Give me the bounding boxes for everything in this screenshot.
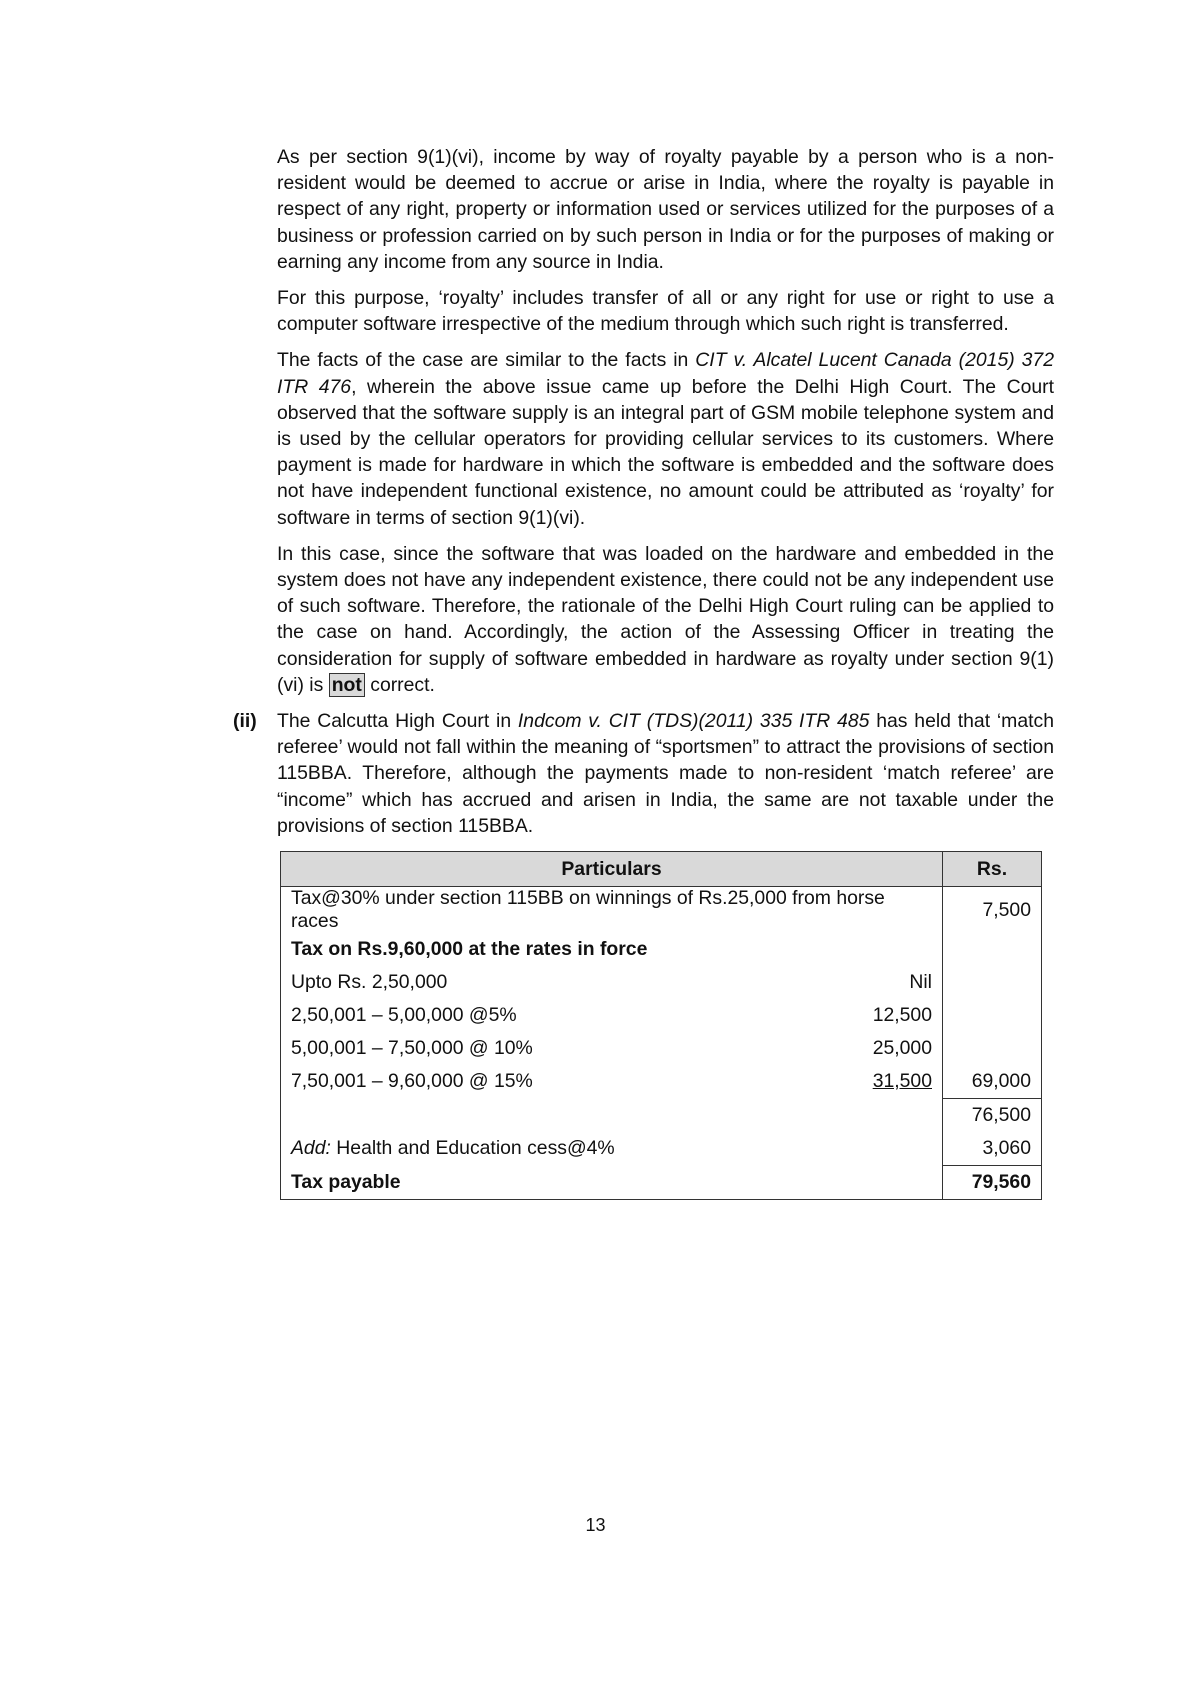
- row-amount: 3,060: [943, 1132, 1042, 1166]
- row-label: Tax@30% under section 115BB on winnings of Rs.25,000 from horse races: [281, 887, 943, 934]
- slab-tax: 31,500: [872, 1070, 932, 1093]
- paragraph-case-facts: [277, 347, 1054, 530]
- row-label: [281, 966, 943, 999]
- table-row: [281, 887, 1042, 934]
- item-marker: (ii): [233, 710, 257, 733]
- header-particulars: Particulars: [281, 852, 943, 887]
- row-amount-empty: [943, 966, 1042, 999]
- table-row-total: [281, 1166, 1042, 1200]
- answer-item-ii: [233, 708, 1054, 839]
- paragraph-royalty-definition: As per section 9(1)(vi), income by way of royalty payable by a person who is a non-resident would be deemed to accrue or arise in India, where the royalty is payable in respect of any right, property or information used or services utilized for the purposes of a business or profession carried on by such person in India or for the purposes of making or earning any income from any source in India.: [277, 146, 1054, 273]
- document-body: [233, 144, 1055, 849]
- row-label: [281, 999, 943, 1032]
- paragraph-conclusion: [277, 541, 1054, 698]
- row-amount: 69,000: [943, 1065, 1042, 1099]
- case-citation-indcom: Indcom v. CIT (TDS)(2011) 335 ITR 485: [517, 710, 870, 733]
- slab-label: Upto Rs. 2,50,000: [291, 971, 448, 993]
- row-label: [281, 1032, 943, 1065]
- row-amount: 7,500: [943, 887, 1042, 934]
- table-row: [281, 1065, 1042, 1099]
- add-label: Add:: [291, 1137, 331, 1160]
- paragraph-match-referee: [277, 708, 1054, 839]
- table-row: [281, 999, 1042, 1032]
- slab-label: 2,50,001 – 5,00,000 @5%: [291, 1004, 517, 1026]
- table-header-row: [281, 852, 1042, 887]
- case-citation-alcatel: CIT v. Alcatel Lucent Canada (2015) 372 ITR 476: [277, 349, 1055, 398]
- total-label: Tax payable: [281, 1166, 943, 1200]
- table-row: [281, 966, 1042, 999]
- table-row: [281, 933, 1042, 966]
- row-label-empty: [281, 1099, 943, 1133]
- slab-tax: 25,000: [872, 1037, 932, 1059]
- row-amount-empty: [943, 999, 1042, 1032]
- item-ii-text-a: The Calcutta High Court in: [277, 710, 518, 733]
- page-number: 13: [585, 1515, 606, 1535]
- row-amount-empty: [943, 933, 1042, 966]
- item-ii-text-b: has held that ‘match referee’ would not fall within the meaning of “sportsmen” to attract the provisions of section 115BBA. Therefore, although the payments made to non-resident ‘match referee’ are “income” which has accrued and arisen in India, the same are not taxable under the provisions of section 115BBA.: [277, 710, 1054, 837]
- slab-tax: Nil: [909, 971, 932, 993]
- row-label: Tax on Rs.9,60,000 at the rates in force: [281, 933, 943, 966]
- row-label: [281, 1065, 943, 1099]
- table-row: [281, 1099, 1042, 1133]
- slab-tax: 12,500: [872, 1004, 932, 1026]
- table-row: [281, 1132, 1042, 1166]
- paragraph-royalty-software: For this purpose, ‘royalty’ includes transfer of all or any right for use or right to use a computer software irrespective of the medium through which such right is transferred.: [277, 287, 1054, 336]
- tax-computation-table: [280, 851, 1042, 1200]
- table-row: [281, 1032, 1042, 1065]
- total-amount: 79,560: [943, 1166, 1042, 1200]
- slab-label: 5,00,001 – 7,50,000 @ 10%: [291, 1037, 533, 1059]
- row-amount: 76,500: [943, 1099, 1042, 1133]
- row-label: [281, 1132, 943, 1166]
- slab-label: 7,50,001 – 9,60,000 @ 15%: [291, 1070, 533, 1093]
- case-facts-text-b: , wherein the above issue came up before the Delhi High Court. The Court observed that the software supply is an integral part of GSM mobile telephone system and is used by the cellular operators for providing cellular services to its customers. Where payment is made for hardware in which the software is embedded and the software does not have independent functional existence, no amount could be attributed as ‘royalty’ for software in terms of section 9(1)(vi).: [277, 375, 1054, 529]
- conclusion-text-b: correct.: [364, 673, 435, 696]
- header-amount: Rs.: [943, 852, 1042, 887]
- cess-label: Health and Education cess@4%: [330, 1137, 615, 1160]
- case-facts-text-a: The facts of the case are similar to the facts in: [277, 349, 696, 372]
- row-amount-empty: [943, 1032, 1042, 1065]
- highlighted-not: not: [329, 673, 365, 697]
- conclusion-text-a: In this case, since the software that was loaded on the hardware and embedded in the system does not have any independent existence, there could not be any independent use of such software. Therefore, the rationale of the Delhi High Court ruling can be applied to the case on hand. Accordingly, the action of the Assessing Officer in treating the consideration for supply of software embedded in hardware as royalty under section 9(1)(vi) is: [277, 542, 1054, 696]
